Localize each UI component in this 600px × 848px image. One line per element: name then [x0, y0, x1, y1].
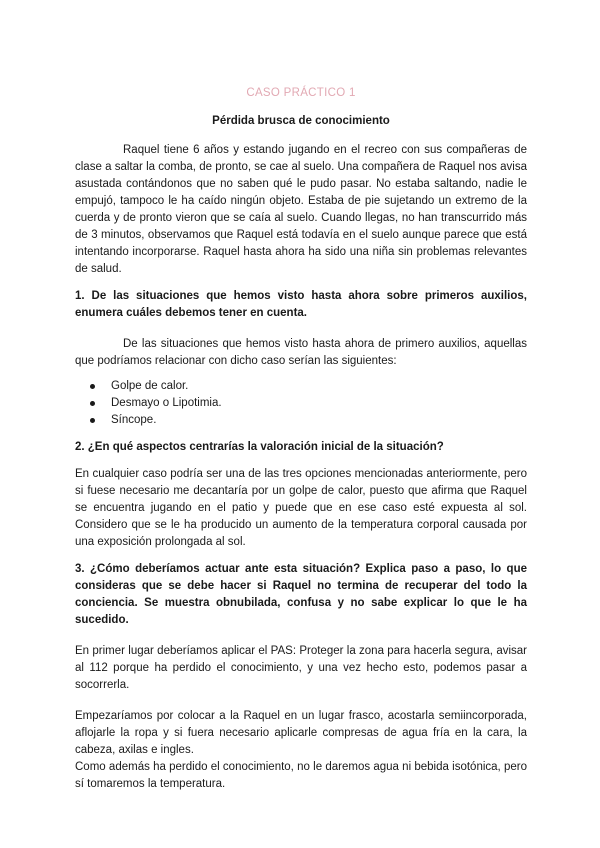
bullet-icon	[90, 384, 95, 389]
bullet-icon	[90, 401, 95, 406]
bullet-icon	[90, 418, 95, 423]
intro-paragraph: Raquel tiene 6 años y estando jugando en el recreo con sus compañeras de clase a saltar la comba, de pronto, se cae al suelo. Una compañera de Raquel nos avisa asustada contándonos que no saben qué le pudo pasar. No estaba saltando, nadie le empujó, tampoco le ha caído ningún objeto. Estaba de pie sujetando un extremo de la cuerda y de pronto vieron que se caía al suelo. Cuando llegas, no han transcurrido más de 3 minutos, observamos que Raquel está todavía en el suelo aunque parece que está intentando incorporarse. Raquel hasta ahora ha sido una niña sin problemas relevantes de salud.	[75, 144, 527, 275]
question-3: 3. ¿Cómo deberíamos actuar ante esta situación? Explica paso a paso, lo que consideras que se debe hacer si Raquel no termina de recuperar del todo la conciencia. Se muestra obnubilada, confusa y no sabe explicar lo que le ha sucedido.	[75, 563, 527, 626]
document-body	[75, 86, 527, 793]
answer-3-step-3: Como además ha perdido el conocimiento, no le daremos agua ni bebida isotónica, pero sí tomaremos la temperatura.	[75, 761, 527, 790]
answer-1-list	[75, 378, 527, 429]
list-item: Desmayo o Lipotimia.	[75, 395, 527, 412]
list-item: Síncope.	[75, 412, 527, 429]
answer-1: De las situaciones que hemos visto hasta ahora de primero auxilios, aquellas que podríamos relacionar con dicho caso serían las siguientes:	[75, 338, 527, 367]
list-item: Golpe de calor.	[75, 378, 527, 395]
case-kicker: CASO PRÁCTICO 1	[246, 87, 356, 99]
answer-2: En cualquier caso podría ser una de las tres opciones mencionadas anteriormente, pero si fuese necesario me decantaría por un golpe de calor, puesto que afirma que Raquel se encuentra jugando en el patio y puede que en ese caso esté expuesta al sol. Considero que se le ha producido un aumento de la temperatura corporal causada por una exposición prolongada al sol.	[75, 468, 527, 548]
answer-3-step-1: En primer lugar deberíamos aplicar el PAS: Proteger la zona para hacerla segura, avisar al 112 porque ha perdido el conocimiento, y una vez hecho esto, podemos pasar a socorrerla.	[75, 645, 527, 691]
answer-3-step-2: Empezaríamos por colocar a la Raquel en un lugar frasco, acostarla semiincorporada, aflojarle la ropa y si fuera necesario aplicarle compresas de agua fría en la cara, la cabeza, axilas e ingles.	[75, 710, 527, 756]
question-2: 2. ¿En qué aspectos centrarías la valoración inicial de la situación?	[75, 441, 444, 453]
question-1: 1. De las situaciones que hemos visto hasta ahora sobre primeros auxilios, enumera cuáles debemos tener en cuenta.	[75, 290, 527, 319]
case-title: Pérdida brusca de conocimiento	[212, 115, 390, 127]
